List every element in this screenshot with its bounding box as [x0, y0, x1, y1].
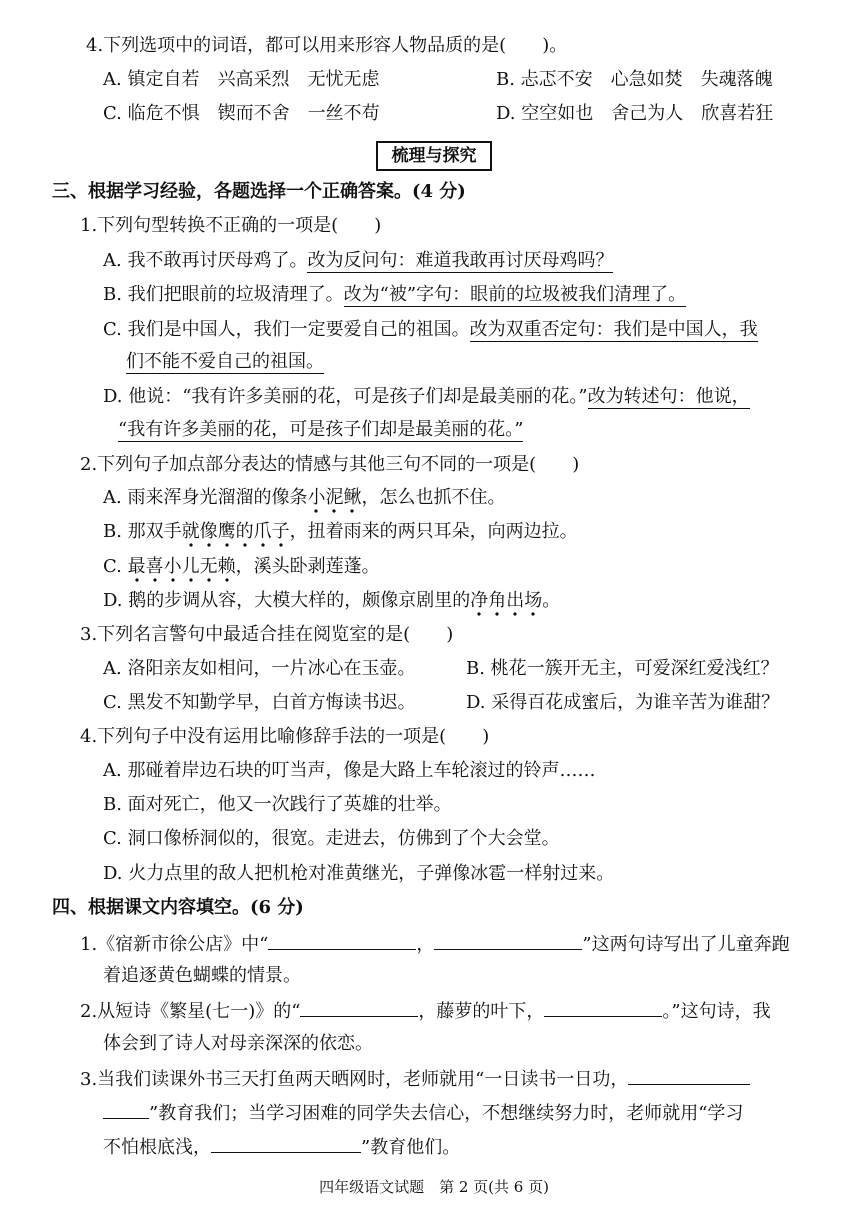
s3-q2-option-d: [103, 589, 560, 613]
s3-q4-option-c: C. 洞口像桥洞似的，很宽。走进去，仿佛到了个大会堂。: [103, 828, 560, 849]
s4-q3-line2: [103, 1100, 743, 1126]
s3-q2-option-a: [103, 486, 505, 510]
s4-q1-blank-1[interactable]: [268, 931, 416, 950]
section3-title: 三、根据学习经验，各题选择一个正确答案。(4 分): [52, 181, 466, 202]
s4-q3-blank-2[interactable]: [211, 1134, 361, 1153]
s4-q2-text-3: 。”这句诗，我: [662, 1001, 771, 1022]
s3-q1-d-underlined-2: “我有许多美丽的花，可是孩子们却是最美丽的花。”: [118, 419, 524, 440]
s3-q4-option-d: D. 火力点里的敌人把机枪对准黄继光，子弹像冰雹一样射过来。: [103, 863, 615, 884]
s3-q1-option-d: [103, 385, 750, 409]
s3-q1-c-sentence: C. 我们是中国人，我们一定要爱自己的祖国。: [103, 319, 470, 340]
s4-q3-text-2: ”教育我们；当学习困难的同学失去信心，不想继续努力时，老师就用“学习: [149, 1103, 744, 1124]
s3-q2-a-pre: A. 雨来浑身光溜溜的像条: [103, 487, 308, 508]
s3-q1-option-c-cont: [126, 350, 324, 374]
q4-top-option-a: A. 镇定自若 兴高采烈 无忧无虑: [103, 69, 380, 90]
s3-q2-d-post: 。: [542, 590, 561, 611]
s3-q1-a-sentence: A. 我不敢再讨厌母鸡了。: [103, 250, 308, 271]
s4-q3-blank-1a[interactable]: [628, 1066, 750, 1085]
s4-q1-line1: [80, 931, 790, 957]
q4-top-option-b: B. 忐忑不安 心急如焚 失魂落魄: [496, 69, 773, 90]
s4-q1-text-1: 1.《宿新市徐公店》中“: [80, 934, 269, 955]
s3-q4-stem: 4.下列句子中没有运用比喻修辞手法的一项是( ): [80, 726, 490, 747]
s3-q2-b-post: ，扭着雨来的两只耳朵，向两边拉。: [289, 521, 578, 542]
s3-q3-option-d: D. 采得百花成蜜后，为谁辛苦为谁甜？: [466, 692, 780, 713]
s4-q1-text-2: ，: [416, 934, 435, 955]
s4-q3-line1: [80, 1066, 750, 1092]
s4-q2-blank-2[interactable]: [544, 998, 662, 1017]
s3-q1-option-d-cont: [118, 418, 523, 442]
s4-q3-text-3: 不怕根底浅，: [103, 1137, 211, 1158]
s4-q3-line3: [103, 1134, 460, 1160]
s3-q2-c-dotted: 最喜小儿无赖: [128, 556, 236, 583]
s3-q2-b-pre: B. 那双手: [103, 521, 182, 542]
s3-q2-stem: 2.下列句子加点部分表达的情感与其他三句不同的一项是( ): [80, 454, 580, 475]
q4-top-option-d: D. 空空如也 舍己为人 欣喜若狂: [496, 103, 774, 124]
s3-q2-option-b: [103, 520, 578, 544]
s4-q3-text-4: ”教育他们。: [361, 1137, 461, 1158]
s3-q2-d-pre: D. 鹅的步调从容，大模大样的，颇像京剧里的: [103, 590, 471, 611]
s3-q1-a-underlined: 改为反问句：难道我敢再讨厌母鸡吗？: [307, 250, 614, 271]
s4-q2-line1: [80, 998, 771, 1024]
s3-q1-b-underlined: 改为“被”字句：眼前的垃圾被我们清理了。: [343, 284, 687, 305]
s3-q1-option-b: [103, 283, 686, 307]
s3-q2-c-pre: C.: [103, 556, 128, 577]
s4-q2-line2: 体会到了诗人对母亲深深的依恋。: [103, 1033, 373, 1054]
s3-q3-option-a: A. 洛阳亲友如相问，一片冰心在玉壶。: [103, 658, 416, 679]
s3-q1-option-c: [103, 318, 758, 342]
s4-q2-blank-1[interactable]: [300, 998, 418, 1017]
page-footer: 四年级语文试题 第 2 页(共 6 页): [319, 1178, 549, 1196]
s4-q1-blank-2[interactable]: [434, 931, 582, 950]
s3-q2-a-post: ，怎么也抓不住。: [361, 487, 506, 508]
s3-q2-a-dotted: 小泥鳅: [307, 487, 361, 514]
s3-q3-stem: 3.下列名言警句中最适合挂在阅览室的是( ): [80, 624, 454, 645]
s4-q2-text-2: ，藤萝的叶下，: [418, 1001, 545, 1022]
s3-q1-b-sentence: B. 我们把眼前的垃圾清理了。: [103, 284, 344, 305]
s3-q1-d-underlined-1: 改为转述句：他说，: [587, 386, 750, 407]
s3-q2-d-dotted: 净角出场: [470, 590, 542, 617]
q4-top-option-c: C. 临危不惧 锲而不舍 一丝不苟: [103, 103, 380, 124]
s4-q1-text-3: ”这两句诗写出了儿童奔跑: [582, 934, 790, 955]
section-box-title: 梳理与探究: [377, 142, 491, 170]
s3-q3-option-b: B. 桃花一簇开无主，可爱深红爱浅红？: [466, 658, 779, 679]
s4-q3-text-1: 3.当我们读课外书三天打鱼两天晒网时，老师就用“一日读书一日功，: [80, 1069, 629, 1090]
s3-q4-option-a: A. 那碰着岸边石块的叮当声，像是大路上车轮滚过的铃声……: [103, 760, 596, 781]
q4-top-stem: 4.下列选项中的词语，都可以用来形容人物品质的是( )。: [86, 35, 568, 56]
s3-q1-option-a: [103, 249, 613, 273]
s3-q2-option-c: [103, 555, 380, 579]
s3-q1-d-sentence: D. 他说：“我有许多美丽的花，可是孩子们却是最美丽的花。”: [103, 386, 588, 407]
s4-q3-blank-1b[interactable]: [103, 1100, 149, 1119]
s3-q3-option-c: C. 黑发不知勤学早，白首方悔读书迟。: [103, 692, 416, 713]
s4-q2-text-1: 2.从短诗《繁星(七一)》的“: [80, 1001, 301, 1022]
s3-q1-c-underlined-1: 改为双重否定句：我们是中国人，我: [469, 319, 758, 340]
s3-q2-b-dotted: 就像鹰的爪子: [182, 521, 290, 548]
section4-title: 四、根据课文内容填空。(6 分): [52, 897, 304, 918]
s3-q1-stem: 1.下列句型转换不正确的一项是( ): [80, 215, 382, 236]
s4-q1-line2: 着追逐黄色蝴蝶的情景。: [103, 965, 301, 986]
s3-q4-option-b: B. 面对死亡，他又一次践行了英雄的壮举。: [103, 794, 452, 815]
s3-q1-c-underlined-2: 们不能不爱自己的祖国。: [126, 351, 324, 372]
s3-q2-c-post: ，溪头卧剥莲蓬。: [235, 556, 380, 577]
